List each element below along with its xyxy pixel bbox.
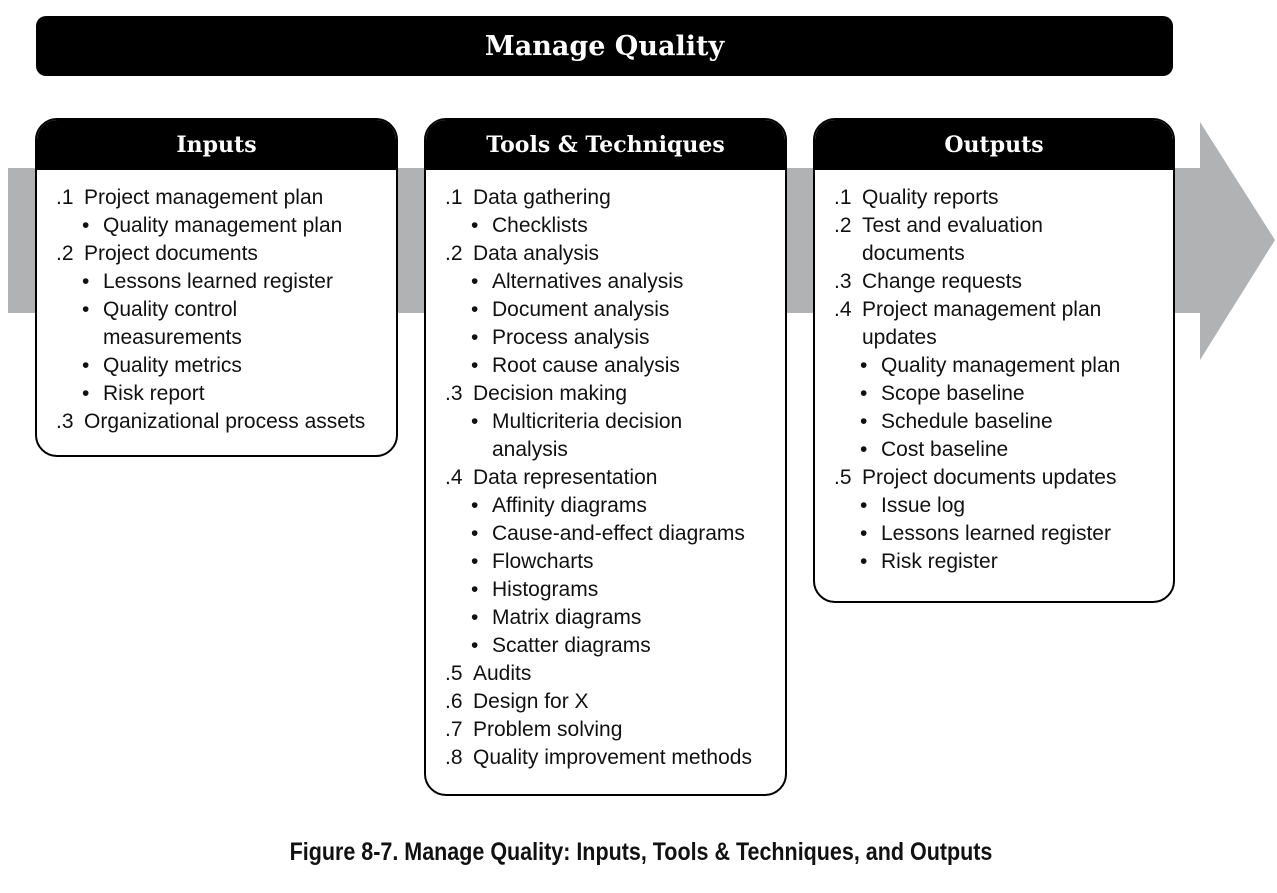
list-item	[426, 464, 785, 492]
item-number: .5	[834, 466, 852, 489]
item-text: Project management plan	[84, 186, 324, 209]
list-item	[37, 352, 396, 380]
item-text: Problem solving	[473, 718, 623, 741]
bullet-icon: •	[82, 214, 90, 237]
list-item	[815, 492, 1173, 520]
list-item	[426, 716, 785, 744]
figure-caption: Figure 8-7. Manage Quality: Inputs, Tools & Techniques, and Outputs	[289, 838, 993, 866]
list-item	[426, 632, 785, 660]
list-item	[426, 268, 785, 296]
item-text: Audits	[473, 662, 532, 685]
list-item	[815, 324, 1173, 352]
list-item	[815, 436, 1173, 464]
list-item	[37, 184, 396, 212]
box-heading: Outputs	[815, 120, 1173, 170]
list-item	[815, 184, 1173, 212]
box-heading: Inputs	[37, 120, 396, 170]
bullet-icon: •	[471, 354, 479, 377]
item-number: .2	[834, 214, 852, 237]
list-item	[815, 548, 1173, 576]
bullet-icon: •	[860, 522, 868, 545]
subitem-text: Cause-and-effect diagrams	[492, 522, 745, 545]
bullet-icon: •	[471, 326, 479, 349]
list-item	[426, 184, 785, 212]
list-item	[426, 212, 785, 240]
item-text: Design for X	[473, 690, 589, 713]
item-text: Quality improvement methods	[473, 746, 752, 769]
list-item	[426, 576, 785, 604]
subitem-text-continued: measurements	[103, 326, 242, 349]
list-item	[815, 408, 1173, 436]
item-list	[426, 170, 785, 772]
item-text: Project documents	[84, 242, 258, 265]
bullet-icon: •	[471, 578, 479, 601]
item-list	[815, 170, 1173, 576]
item-text: Organizational process assets	[84, 410, 366, 433]
subitem-text: Scope baseline	[881, 382, 1025, 405]
list-item	[426, 296, 785, 324]
bullet-icon: •	[471, 214, 479, 237]
item-number: .3	[445, 382, 463, 405]
bullet-icon: •	[471, 298, 479, 321]
bullet-icon: •	[471, 550, 479, 573]
item-text: Data gathering	[473, 186, 611, 209]
list-item	[815, 352, 1173, 380]
subitem-text: Root cause analysis	[492, 354, 680, 377]
bullet-icon: •	[860, 438, 868, 461]
list-item	[426, 352, 785, 380]
item-text: Change requests	[862, 270, 1022, 293]
bullet-icon: •	[82, 270, 90, 293]
list-item	[37, 408, 396, 436]
bullet-icon: •	[471, 270, 479, 293]
bullet-icon: •	[471, 494, 479, 517]
list-item	[426, 520, 785, 548]
list-item	[815, 380, 1173, 408]
item-text-continued: updates	[862, 326, 937, 349]
item-number: .8	[445, 746, 463, 769]
item-text: Decision making	[473, 382, 628, 405]
subitem-text: Issue log	[881, 494, 966, 517]
subitem-text: Cost baseline	[881, 438, 1009, 461]
tools-techniques-box	[424, 118, 787, 796]
item-text: Project documents updates	[862, 466, 1117, 489]
outputs-box	[813, 118, 1175, 603]
list-item	[815, 240, 1173, 268]
subitem-text: Flowcharts	[492, 550, 594, 573]
list-item	[426, 380, 785, 408]
subitem-text: Quality management plan	[881, 354, 1121, 377]
item-text: Data analysis	[473, 242, 600, 265]
item-number: .5	[445, 662, 463, 685]
list-item	[815, 464, 1173, 492]
item-number: .2	[56, 242, 74, 265]
subitem-text: Quality management plan	[103, 214, 343, 237]
bullet-icon: •	[860, 494, 868, 517]
list-item	[815, 296, 1173, 324]
subitem-text: Affinity diagrams	[492, 494, 647, 517]
list-item	[426, 240, 785, 268]
list-item	[426, 660, 785, 688]
subitem-text: Matrix diagrams	[492, 606, 642, 629]
subitem-text: Checklists	[492, 214, 588, 237]
list-item	[426, 604, 785, 632]
bullet-icon: •	[82, 382, 90, 405]
list-item	[426, 548, 785, 576]
list-item	[37, 380, 396, 408]
list-item	[815, 520, 1173, 548]
subitem-text: Multicriteria decision	[492, 410, 683, 433]
inputs-box	[35, 118, 398, 457]
item-text: Project management plan	[862, 298, 1102, 321]
subitem-text-continued: analysis	[492, 438, 568, 461]
item-number: .3	[834, 270, 852, 293]
list-item	[37, 268, 396, 296]
list-item	[37, 240, 396, 268]
bullet-icon: •	[471, 634, 479, 657]
subitem-text: Risk report	[103, 382, 205, 405]
item-number: .4	[834, 298, 852, 321]
subitem-text: Quality control	[103, 298, 238, 321]
item-number: .2	[445, 242, 463, 265]
process-title: Manage Quality	[36, 16, 1173, 76]
subitem-text: Quality metrics	[103, 354, 242, 377]
item-number: .6	[445, 690, 463, 713]
list-item	[426, 492, 785, 520]
subitem-text: Alternatives analysis	[492, 270, 684, 293]
list-item	[426, 436, 785, 464]
item-text: Test and evaluation	[862, 214, 1043, 237]
bullet-icon: •	[860, 382, 868, 405]
item-text: Quality reports	[862, 186, 999, 209]
item-list	[37, 170, 396, 436]
bullet-icon: •	[82, 298, 90, 321]
subitem-text: Histograms	[492, 578, 599, 601]
list-item	[37, 212, 396, 240]
bullet-icon: •	[471, 606, 479, 629]
list-item	[426, 688, 785, 716]
subitem-text: Lessons learned register	[881, 522, 1111, 545]
bullet-icon: •	[860, 550, 868, 573]
item-number: .1	[56, 186, 74, 209]
list-item	[426, 408, 785, 436]
subitem-text: Risk register	[881, 550, 998, 573]
list-item	[37, 296, 396, 324]
box-heading: Tools & Techniques	[426, 120, 785, 170]
subitem-text: Scatter diagrams	[492, 634, 651, 657]
subitem-text: Document analysis	[492, 298, 670, 321]
subitem-text: Process analysis	[492, 326, 650, 349]
list-item	[37, 324, 396, 352]
list-item	[426, 744, 785, 772]
bullet-icon: •	[860, 354, 868, 377]
item-number: .4	[445, 466, 463, 489]
item-number: .1	[834, 186, 852, 209]
list-item	[815, 212, 1173, 240]
bullet-icon: •	[471, 522, 479, 545]
list-item	[426, 324, 785, 352]
item-number: .1	[445, 186, 463, 209]
subitem-text: Schedule baseline	[881, 410, 1053, 433]
subitem-text: Lessons learned register	[103, 270, 333, 293]
item-number: .3	[56, 410, 74, 433]
item-text-continued: documents	[862, 242, 965, 265]
item-number: .7	[445, 718, 463, 741]
bullet-icon: •	[471, 410, 479, 433]
bullet-icon: •	[860, 410, 868, 433]
list-item	[815, 268, 1173, 296]
item-text: Data representation	[473, 466, 658, 489]
bullet-icon: •	[82, 354, 90, 377]
